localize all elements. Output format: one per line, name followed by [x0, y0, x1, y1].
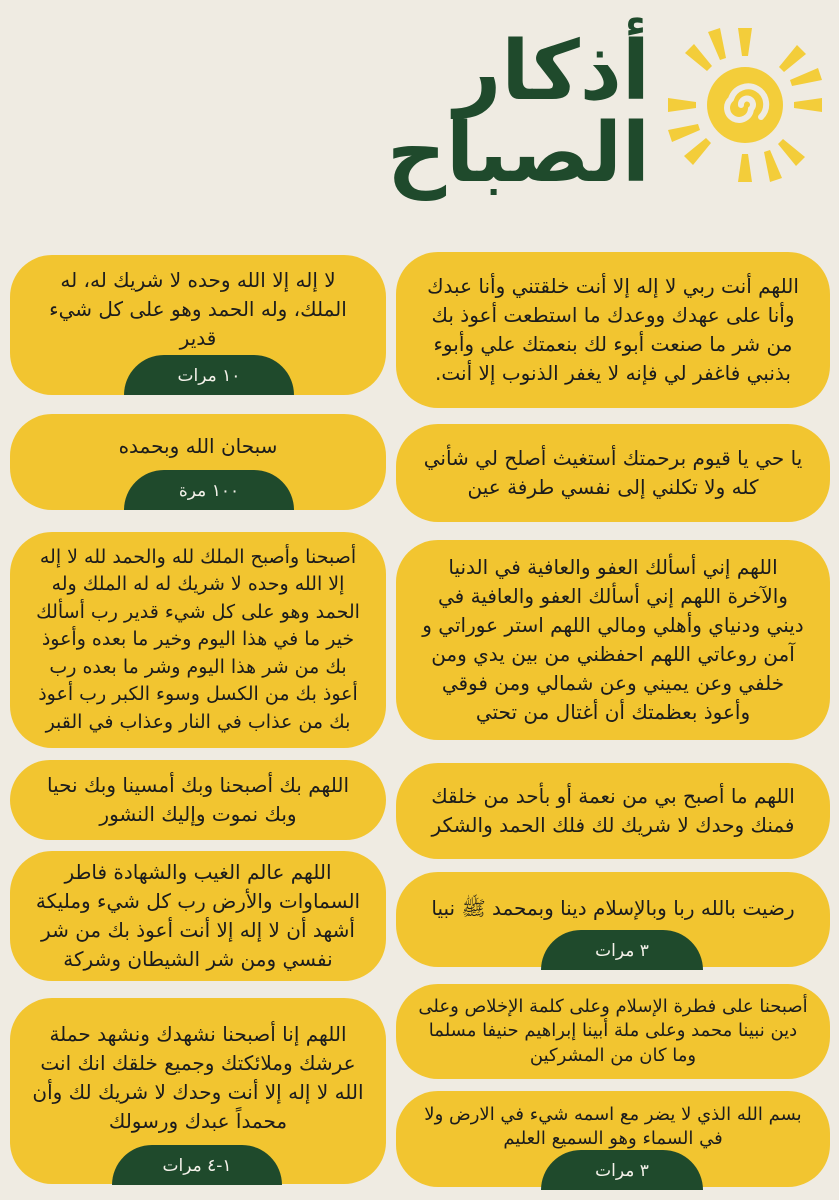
- dhikr-card: [10, 851, 386, 981]
- dhikr-text: أصبحنا على فطرة الإسلام وعلى كلمة الإخلاص وعلى دين نبينا محمد وعلى ملة أبينا إبراهيم حنيفا مسلما وما كان من المشركين: [418, 996, 808, 1066]
- repeat-count-badge: ١-٤ مرات: [112, 1145, 282, 1185]
- dhikr-card: [396, 252, 830, 408]
- dhikr-card: [10, 760, 386, 840]
- dhikr-text: سبحان الله وبحمده: [118, 433, 278, 458]
- dhikr-text: اللهم ما أصبح بي من نعمة أو بأحد من خلقك فمنك وحدك لا شريك لك فلك الحمد والشكر: [431, 784, 795, 837]
- dhikr-text: بسم الله الذي لا يضر مع اسمه شيء في الارض ولا في السماء وهو السميع العليم: [424, 1103, 802, 1149]
- dhikr-text: اللهم عالم الغيب والشهادة فاطر السماوات والأرض رب كل شيء ومليكة أشهد أن لا إله إلا أنت أعوذ بك من شر نفسي ومن شر الشيطان وشركة: [35, 860, 361, 971]
- repeat-count-badge: ١٠ مرات: [124, 355, 294, 395]
- repeat-count-badge: ٣ مرات: [541, 930, 703, 970]
- dhikr-text: اللهم إني أسألك العفو والعافية في الدنيا والآخرة اللهم إني أسألك العفو والعافية في ديني ودنياي وأهلي ومالي اللهم استر عوراتي و آمن روعاتي اللهم احفظني من بين يدي ومن خلفي وعن يميني وعن شمالي ومن فوقي وأعوذ بعظمتك أن أغتال من تحتي: [422, 555, 804, 724]
- dhikr-text: لا إله إلا الله وحده لا شريك له، له الملك، وله الحمد وهو على كل شيء قدير: [49, 267, 347, 350]
- dhikr-text: اللهم إنا أصبحنا نشهدك ونشهد حملة عرشك وملائكتك وجميع خلقك انك انت الله لا إله إلا أنت وحدك لا شريك لك وأن محمداً عبدك ورسولك: [32, 1022, 364, 1133]
- dhikr-text: اللهم أنت ربي لا إله إلا أنت خلقتني وأنا عبدك وأنا على عهدك ووعدك ما استطعت أعوذ بك من شر ما صنعت أبوء لك بنعمتك علي وأبوء بذنبي فاغفر لي فإنه لا يغفر الذنوب إلا أنت.: [427, 274, 799, 385]
- sun-icon: [660, 20, 830, 190]
- dhikr-card: [10, 532, 386, 748]
- dhikr-text: رضيت بالله ربا وبالإسلام دينا وبمحمد ﷺ نبيا: [431, 896, 795, 920]
- dhikr-text: أصبحنا وأصبح الملك لله والحمد لله لا إله إلا الله وحده لا شريك له له الملك وله الحمد وهو على كل شيء قدير رب أسألك خير ما في هذا اليوم وخير ما بعده وأعوذ بك من شر هذا اليوم وشر ما بعده رب أعوذ بك من الكسل وسوء الكبر رب أعوذ بك من عذاب في النار وعذاب في القبر: [36, 545, 360, 733]
- dhikr-text: اللهم بك أصبحنا وبك أمسينا وبك نحيا وبك نموت وإليك النشور: [46, 773, 350, 826]
- dhikr-card: [396, 424, 830, 522]
- repeat-count-badge: ٣ مرات: [541, 1150, 703, 1190]
- repeat-count-badge: ١٠٠ مرة: [124, 470, 294, 510]
- dhikr-card: [396, 984, 830, 1079]
- dhikr-card: [396, 540, 830, 740]
- page-title: أذكار الصباح: [386, 23, 650, 201]
- dhikr-text: يا حي يا قيوم برحمتك أستغيث أصلح لي شأني كله ولا تكلني إلى نفسي طرفة عين: [423, 446, 803, 499]
- dhikr-card: [396, 763, 830, 859]
